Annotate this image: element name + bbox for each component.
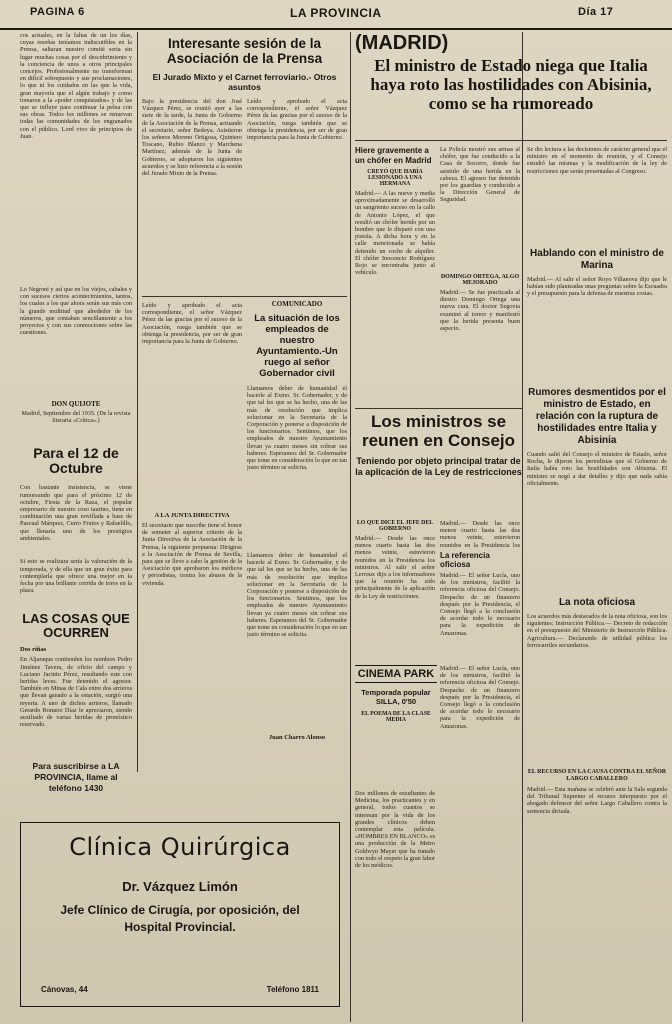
headline-nota: La nota oficiosa	[558, 597, 636, 608]
article-text: Se dio lectura a las decisiones de carácter general que el ministro en el momento de reunión, y el Consejo estudió las mismas y la modificación de la ley de restricciones que serán presentadas al Congreso.	[527, 146, 667, 175]
headline-12-octubre: Para el 12 de Octubre	[33, 445, 119, 477]
column-3d	[440, 520, 520, 660]
article-text: Si esto se realizara sería la valoración de la temporada, y de ella que un gran éxito para contemplarla que ofrece una mejor en la fecha por una brillante corrida de toros en la plaza.	[20, 558, 132, 595]
headline-chofer: Hiere gravemente a un chófer en Madrid	[355, 146, 432, 165]
article-text: Los acuerdos más destacados de la nota oficiosa, son los siguientes: Instrucción Pública.— Decreto de redacción en el presupuesto del Ministerio de Instrucción Pública. Agricultura.— Declarando de utilidad pública los ferrocarriles secundarios.	[527, 613, 667, 649]
headline-asociacion: Interesante sesión de la Asociación de la Prensa	[166, 36, 323, 66]
junta-block	[142, 512, 242, 752]
article-text: La Policía mostró sus armas al chófer, que fue conducido a la Casa de Socorro, donde fue asistido de una herida en la cabeza. El agresor fue detenido por los guardias y conducido a la Dirección General de Seguridad.	[440, 146, 520, 204]
article-text: En Aljaraque contienden los nombres Pedro Jiménez Tavera, de oficio del campo y Luciano Jacinto Pérez, resultando este con heridas leves. Fue detenido el agresor. También en Minas de Cala entre dos arrieros que llevan ganado a la estación, surgió una reyerta. A uno de dichos arrieros, llamado Gerardo Romero Díaz le apreciaron, siendo auxiliado de varias heridas de pronóstico reservado.	[20, 656, 132, 729]
film-title: EL POEMA DE LA CLASE MEDIA	[361, 711, 431, 723]
subhead: LO QUE DICE EL JEFE DEL GOBIERNO	[356, 520, 434, 532]
divider	[355, 408, 522, 409]
headline-cinema: CINEMA PARK	[355, 665, 437, 683]
article-text: Madrid.— Se fue practicada al diestro Domingo Ortega una nueva cura. El doctor Segovia examinó al torero y manifestó que la herida presenta buen aspecto.	[440, 289, 520, 333]
headline-ministros: Los ministros se reunen en Consejo	[361, 412, 516, 450]
article-text: Bajo la presidencia del don José Vázquez Pérez, se reunió ayer a las siete de la tarde, la Junta de Gobierno de la Asociación de la Prensa, actuando el secretario, señor Bedoya. Asistieron los señores Moreno Ortigosa, Quintero Toscano, Rubio Blanco y Marchena Martínez; además de la Junta de Gobierno, se adoptaron los siguientes acuerdos y se hizo referencia a la sesión del Jurado Mixto de la Prensa.	[142, 98, 242, 178]
article-text: cos actuales, en la faltas de un los días, cuyas reseñas teníamos indiscutibles en la Prensa, saltaran nuestro comité seria sin lugar muchas cosas por el descubrimiento y la conciencia de unos a otros principales concejos. Profesionalmente no transforman en difícil sobrepuesto y sus proclamaciones, lo que ni los cuidados en las que la vida, gran mayoría que el algún trabajo y como tomaron a la «poder conquistados» y de las que se influye para continuar la pelea con sus obras. Todos los millones se renuevan todas las comunidades de los engranados con el público. Lord vivo de principios de Juan.	[20, 32, 132, 140]
paper-name: LA PROVINCIA	[290, 6, 382, 20]
article-text: Con bastante insistencia, se viene rumoreando que para el próximo 12 de octubre, Fiesta de la Raza, el popular empresario de nuestro coso taurino, tiene en combinación una gran novillada a base de Pascual Márquez, Curro Frutos y Rafaelillo, que llenaría uno de los prestigios ambientales.	[20, 484, 132, 542]
headline-cosas: LAS COSAS QUE OCURREN	[22, 611, 130, 641]
column-3c	[355, 520, 435, 660]
subhead: A LA JUNTA DIRECTIVA	[154, 512, 230, 519]
headline-marina: Hablando con el ministro de Marina	[530, 248, 664, 271]
column-3a	[355, 146, 435, 446]
column-2	[142, 32, 347, 752]
masthead	[0, 0, 672, 30]
column-3e	[355, 790, 435, 1015]
subhead: Dos riñas	[20, 646, 47, 654]
dateline: Madrid, Septiembre del 1935. (De la revista literaria «Crítica».)	[21, 410, 131, 425]
comunicado-block	[247, 300, 347, 595]
two-col-text	[142, 98, 347, 248]
article-text: Dos millones de estudiantes de Medicina, los practicantes y en general, todos cuantos se interesan por la vida de los grandes clínicos deben contemplar esta película. «HOMBRES EN BLANCO» es una producción de la Metro Goldwyn Mayer que ha tratado con todo el respeto la gran labor de los médicos.	[355, 790, 435, 870]
article-text: Madrid.— El señor Lucía, uno de los ministros, facilitó la referencia oficiosa del Consejo. Despacho de un finanzero después por la Presidencia, el Consejo llegó a la conclusión de acordar todo lo necesario para la expedición de Amazonas.	[440, 572, 520, 637]
column-rule	[350, 32, 351, 1022]
cinema-block	[355, 665, 437, 785]
article-text: Llamamos deber de humanidad el hacerle al Exmo. Sr. Gobernador, y de que tal les que se ha hecho, una de las más de resolución que implica solucionar en la Secretaría de la Corporación y ponerse a disposición de los funcionarios. Sentimos, que los empleados de nuestro Ayuntamiento llevan ya cuatro meses sin cobrar sus haberes. Esperamos del Sr. Gobernador que tome en consideración lo que en tan justo término se solicita.	[247, 385, 347, 472]
article-text: Llamamos deber de humanidad el hacerle al Exmo. Sr. Gobernador, y de que tal les que se ha hecho, una de las más de resolución que implica solucionar en la Secretaría de la Corporación y ponerse a disposición de los funcionarios. Sentimos, que los empleados de nuestro Ayuntamiento llevan ya cuatro meses sin cobrar sus haberes. Esperamos del Sr. Gobernador que tome en consideración lo que en tan justo término se solicita.	[247, 552, 347, 639]
subhead: Teniendo por objeto principal tratar de la aplicación de la Ley de restricciones	[355, 456, 522, 477]
column-3b	[440, 146, 520, 446]
headline-rumores: Rumores desmentidos por el ministro de Estado, en relación con la ruptura de hostilidades entre Italia y Abisinia	[528, 387, 666, 446]
article-text: El secretario que suscribe tiene el honor de someter al superior criterio de la Junta Directiva de la Asociación de la Prensa, la siguiente propuesta: Dirigirse a la Asociación de Prensa de Sevilla, para que se lleve a cabo la gestión de la Asociación que aprobaron los médicos y periodistas, contra los abusos de la vivienda.	[142, 522, 242, 587]
article-text: Madrid.— Desde las once menos cuarto hasta las dos menos veinte, estuvieron reunidos en la Presidencia los	[440, 520, 520, 548]
subhead: CREYÓ QUE HABÍA LESIONADO A UNA HERMANA	[367, 169, 423, 187]
divider	[355, 140, 667, 141]
column-rule	[522, 32, 523, 1022]
headline-ministro-estado-block	[355, 56, 667, 113]
ad-title: Clínica Quirúrgica	[69, 833, 291, 861]
ad-phone: Teléfono 1811	[266, 985, 319, 994]
issue-day: Día 17	[578, 6, 614, 18]
ad-address: Cánovas, 44	[41, 985, 88, 994]
divider	[142, 296, 347, 297]
article-text: Leído y aprobado el acta correspondiente, el señor Vázquez Pérez da las gracias por el suceso de la Asociación, ruega también que se obtenga la presidencia, por ser de gran importancia para la Junta de Gobierno.	[247, 98, 347, 142]
article-text: Madrid.— A las nueve y media aproximadamente se desarrolló un sangriento suceso en la calle de Antonio López, el que resultó un chófer herido por un hombre que le disparó con una pistola. A dicha hora y en la calle mencionada se había detenido un coche de alquiler. El chófer Inocencio Rodríguez Rojo se encontraba junto al vehículo.	[355, 190, 435, 277]
article-text: Madrid.— Desde las once menos cuarto hasta las dos menos veinte, estuvieron reunidos en la Presidencia los ministros. Al salir el señor Lerroux dijo a los informadores que la reunión ha sido principalmente de la aplicación de la Ley de restricciones.	[355, 535, 435, 600]
madrid-tag: (MADRID)	[355, 32, 449, 54]
subhead: EL RECURSO EN LA CAUSA CONTRA EL SEÑOR LARGO CABALLERO	[527, 769, 667, 782]
section-tag: COMUNICADO	[271, 300, 323, 308]
clinic-ad	[20, 822, 340, 1007]
ministros-block	[355, 412, 522, 478]
headline-ministro-estado: El ministro de Estado niega que Italia haya roto las hostilidades con Abisinia, como se ha rumoreado	[370, 56, 652, 113]
article-text: Lo Negroni y así que en los viejos, cabales y con sucesos ciertos acontecimientos, tantos, los cuales a los que ahora serán sus más con la grande multitud que alrededor de los números, que contaban sencillamente a los proyectos y con sus conmociones sobre las cuestiones.	[20, 286, 132, 337]
article-text: Leído y aprobado el acta correspondiente, el señor Vázquez Pérez da las gracias por el suceso de la Asociación, ruega también que se obtenga la presidencia, por ser de gran importancia para la Junta de Gobierno.	[142, 302, 242, 346]
article-text: Madrid.— Al salir el señor Royo Villanova dijo que le habían sido planteadas unas preguntas sobre la Escuadra y el presupuesto para la defensa de nuestras costas.	[527, 276, 667, 298]
column-1	[20, 32, 132, 812]
signature: DON QUIJOTE	[51, 400, 101, 408]
column-4	[527, 146, 667, 1016]
headline-comunicado: La situación de los empleados de nuestro Ayuntamiento.-Un ruego al señor Gobernador civil	[254, 313, 340, 379]
article-text: Cuando salió del Consejo el ministro de Estado, señor Rocha, le dijeron los periodistas que el Gobierno de Italia había roto las hostilidades con Abisinia. El ministro se negó a dar detalles y dijo que nada sabía oficialmente.	[527, 451, 667, 487]
column-rule	[137, 32, 138, 772]
headline-referencia: La referencia oficiosa	[440, 551, 490, 569]
page-number: PAGINA 6	[30, 6, 85, 18]
subscribe-notice: Para suscribirse a LA PROVINCIA, llame al teléfono 1430	[32, 761, 120, 794]
article-text: Madrid.— Esta mañana se celebró ante la Sala segunda del Tribunal Supremo el recurso interpuesto por el abogado defensor del señor Largo Caballero contra la sentencia dictada.	[527, 786, 667, 815]
column-3f	[440, 665, 520, 1015]
subhead: DOMINGO ORTEGA, ALGO MEJORADO	[440, 274, 520, 286]
article-text: Madrid.— El señor Lucía, uno de los ministros, facilitó la referencia oficiosa del Consejo. Despacho de un finanzero después por la Presidencia, el Consejo llegó a la conclusión de acordar todo lo necesario para la expedición de Amazonas.	[440, 665, 520, 730]
subhead: Temporada popular SILLA, 0'50	[361, 688, 431, 706]
ad-doctor: Dr. Vázquez Limón	[122, 879, 238, 894]
ad-description: Jefe Clínico de Cirugía, por oposición, del Hospital Provincial.	[60, 903, 300, 934]
subhead: El Jurado Mixto y el Carnet ferroviario.- Otros asuntos	[152, 72, 337, 92]
signature: Juan Charro Alonso	[268, 734, 326, 741]
